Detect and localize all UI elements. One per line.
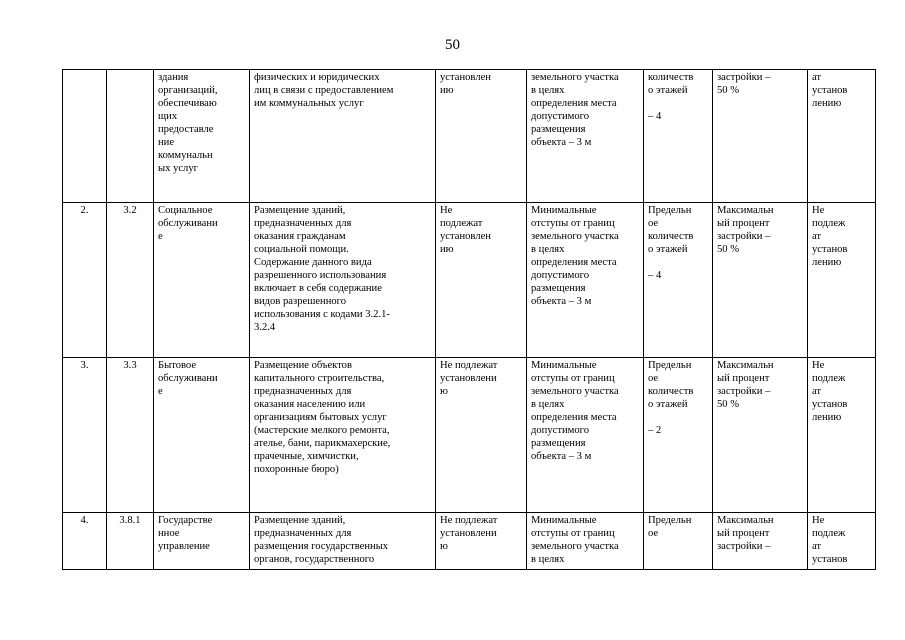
floors-cell: Предельн ое количеств о этажей – 4 (644, 203, 713, 358)
plot-size-cell: Не подлежат установлени ю (436, 358, 527, 513)
row-number-cell (63, 70, 107, 203)
use-name-cell: здания организаций, обеспечиваю щих предоставле ние коммунальн ых услуг (154, 70, 250, 203)
other-params-cell: ат установ лению (808, 70, 876, 203)
page-number: 50 (445, 37, 460, 53)
use-code-cell: 3.8.1 (107, 513, 154, 570)
row-number-cell: 2. (63, 203, 107, 358)
plot-size-cell: установлен ию (436, 70, 527, 203)
table-row (63, 513, 876, 570)
use-code-cell: 3.2 (107, 203, 154, 358)
coverage-cell: Максимальн ый процент застройки – 50 % (713, 203, 808, 358)
land-use-table (62, 69, 876, 570)
floors-cell: Предельн ое количеств о этажей – 2 (644, 358, 713, 513)
setback-cell: Минимальные отступы от границ земельного участка в целях определения места допустимого размещения объекта – 3 м (527, 203, 644, 358)
description-cell: Размещение зданий, предназначенных для размещения государственных органов, государственного (250, 513, 436, 570)
table-row (63, 203, 876, 358)
description-cell: физических и юридических лиц в связи с предоставлением им коммунальных услуг (250, 70, 436, 203)
row-number-cell: 3. (63, 358, 107, 513)
plot-size-cell: Не подлежат установлен ию (436, 203, 527, 358)
use-name-cell: Социальное обслуживани е (154, 203, 250, 358)
setback-cell: земельного участка в целях определения места допустимого размещения объекта – 3 м (527, 70, 644, 203)
description-cell: Размещение зданий, предназначенных для оказания гражданам социальной помощи. Содержание данного вида разрешенного использования включает в себя содержание видов разрешенного использования с кодами 3.2.1- 3.2.4 (250, 203, 436, 358)
coverage-cell: застройки – 50 % (713, 70, 808, 203)
other-params-cell: Не подлеж ат установ (808, 513, 876, 570)
plot-size-cell: Не подлежат установлени ю (436, 513, 527, 570)
use-code-cell: 3.3 (107, 358, 154, 513)
coverage-cell: Максимальн ый процент застройки – (713, 513, 808, 570)
other-params-cell: Не подлеж ат установ лению (808, 358, 876, 513)
use-name-cell: Бытовое обслуживани е (154, 358, 250, 513)
setback-cell: Минимальные отступы от границ земельного участка в целях определения места допустимого размещения объекта – 3 м (527, 358, 644, 513)
description-cell: Размещение объектов капитального строительства, предназначенных для оказания населению или организациям бытовых услуг (мастерские мелкого ремонта, ателье, бани, парикмахерские, прачечные, химчистки, похоронные бюро) (250, 358, 436, 513)
use-code-cell (107, 70, 154, 203)
other-params-cell: Не подлеж ат установ лению (808, 203, 876, 358)
row-number-cell: 4. (63, 513, 107, 570)
coverage-cell: Максимальн ый процент застройки – 50 % (713, 358, 808, 513)
floors-cell: Предельн ое (644, 513, 713, 570)
floors-cell: количеств о этажей – 4 (644, 70, 713, 203)
setback-cell: Минимальные отступы от границ земельного участка в целях (527, 513, 644, 570)
use-name-cell: Государстве нное управление (154, 513, 250, 570)
table-row (63, 70, 876, 203)
table-row (63, 358, 876, 513)
